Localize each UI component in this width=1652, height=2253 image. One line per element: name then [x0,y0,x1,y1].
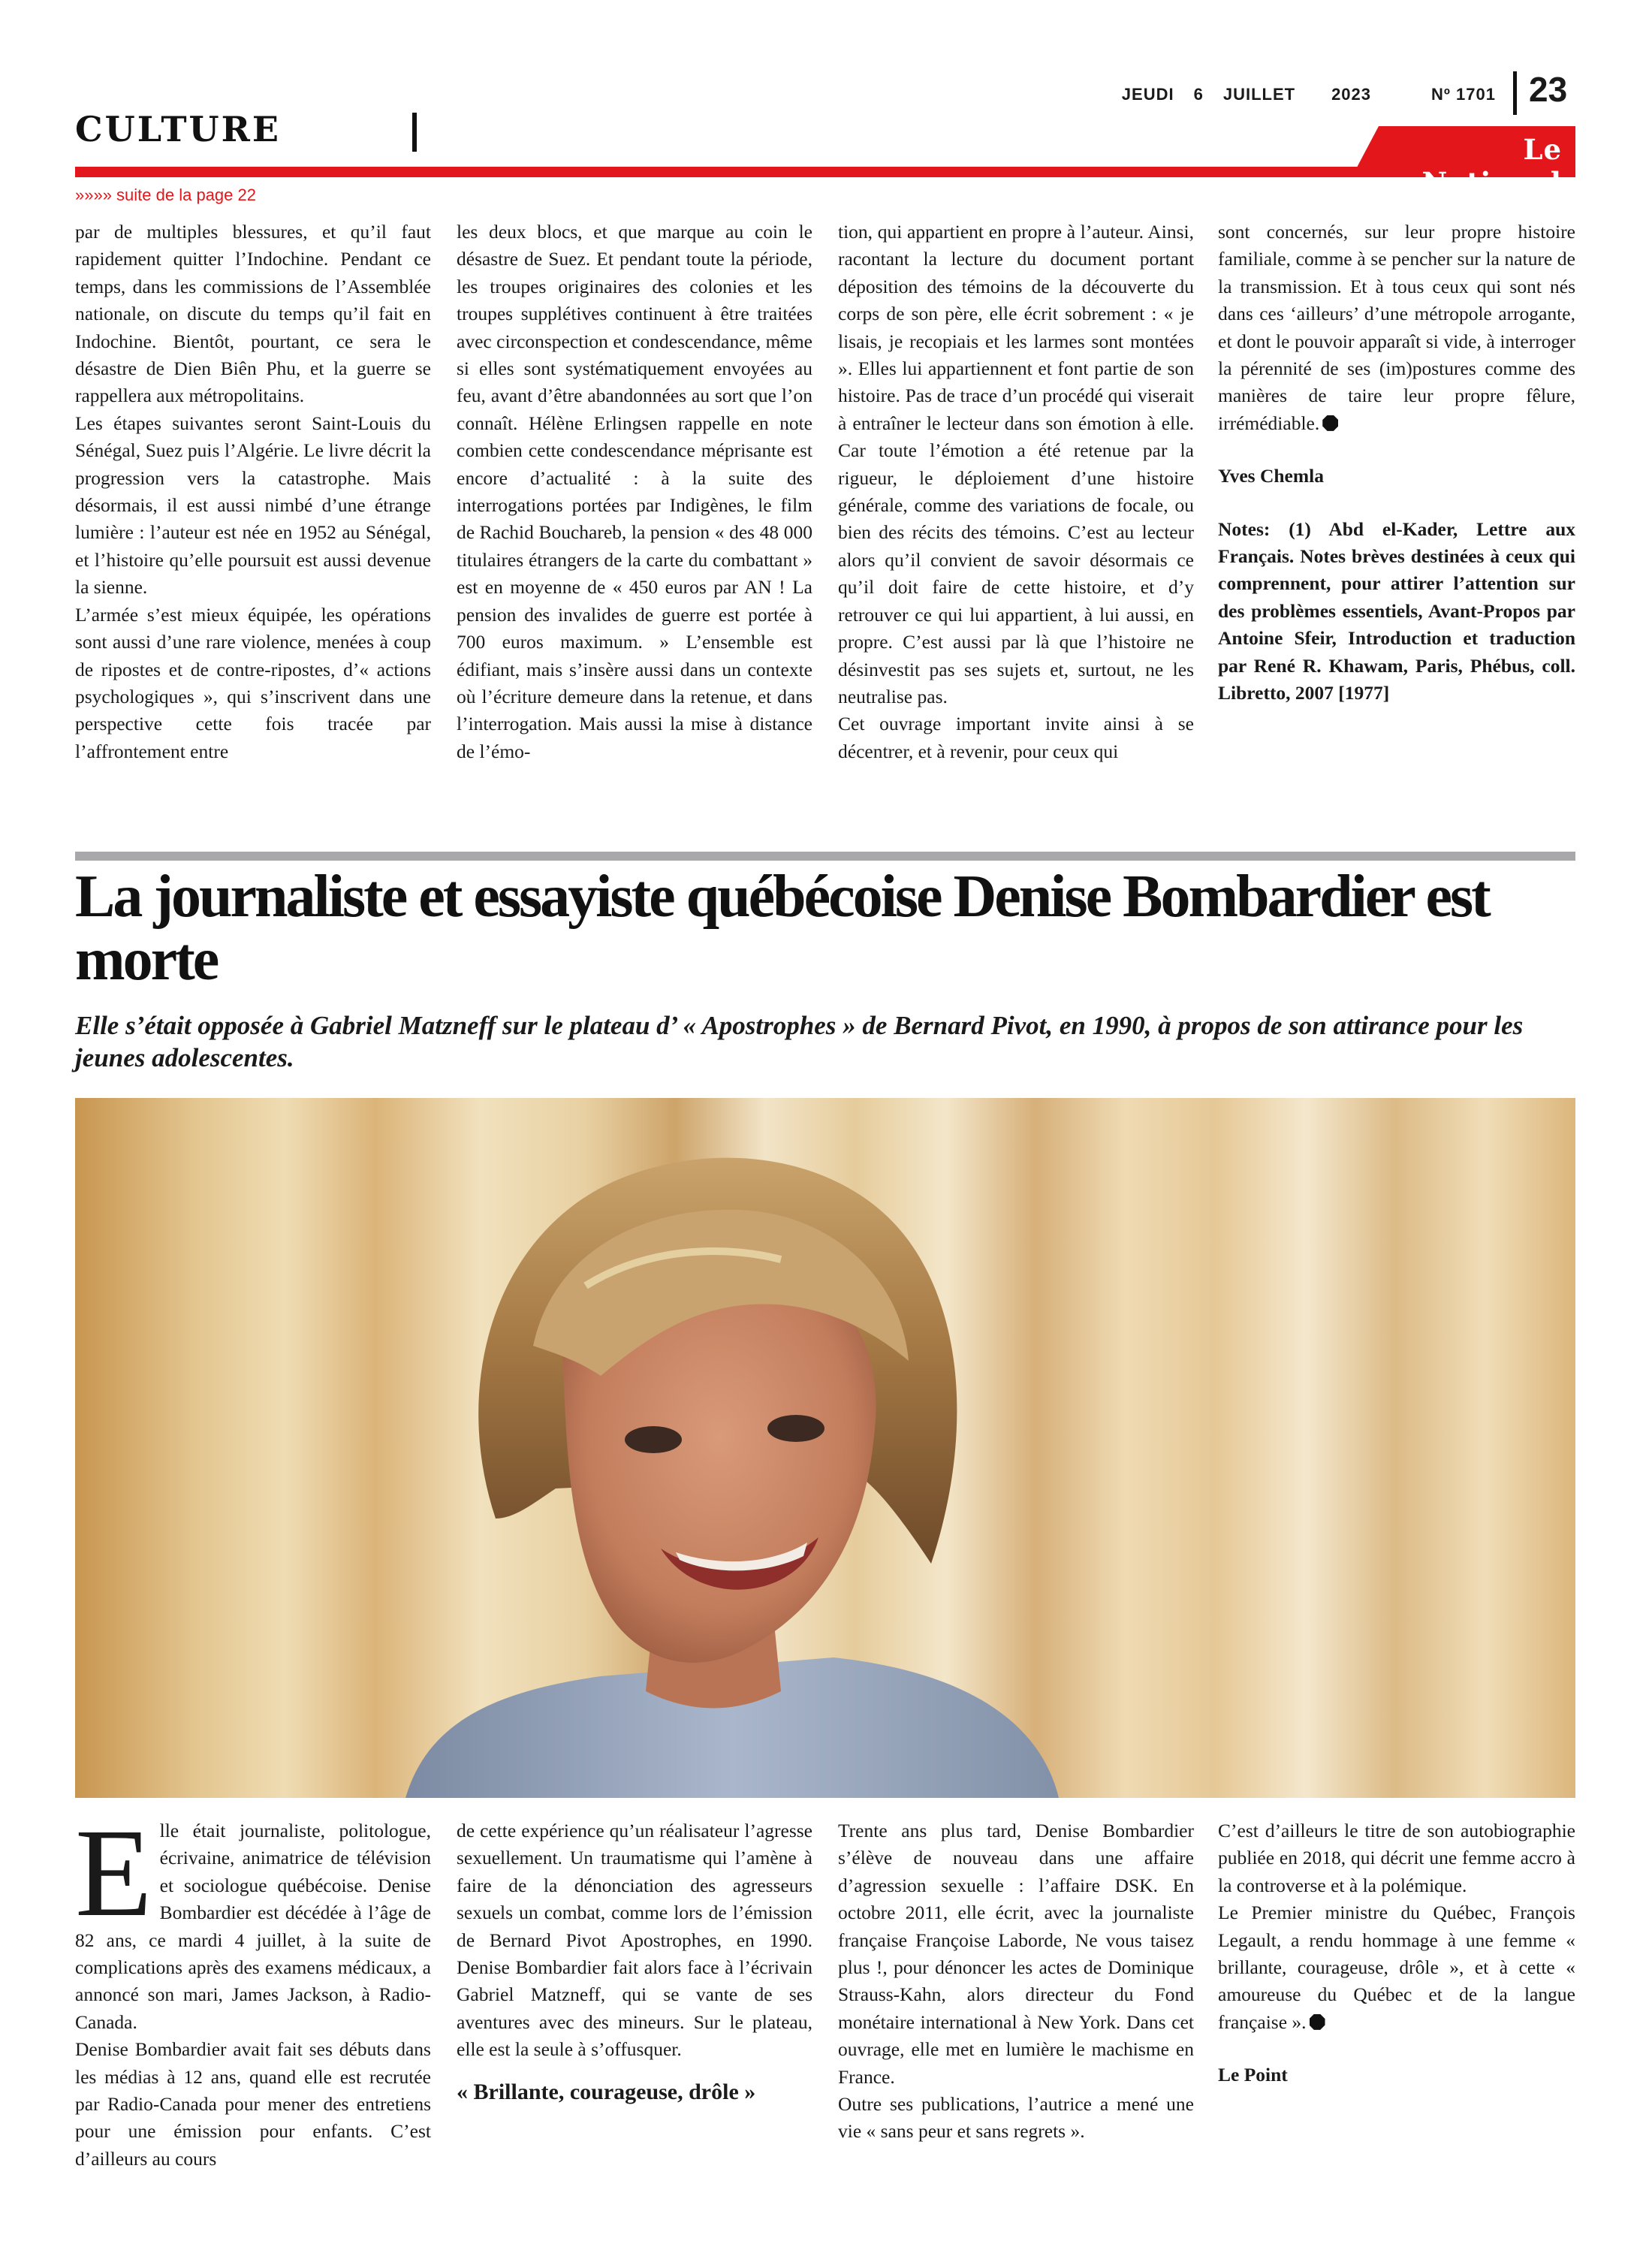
paragraph-text: lle était journaliste, politologue, écrivaine, animatrice de télévision et sociologue québécoise. Denise Bombardier est décédée à l’âge de 82 ans, ce mardi 4 juillet, à la suite de complications après des examens médicaux, a annoncé son mari, James Jackson, à Radio-Canada. [75,1820,431,2033]
paragraph: Trente ans plus tard, Denise Bombardier s’élève de nouveau dans une affaire d’agression sexuelle : l’affaire DSK. En octobre 2011, elle écrit, avec la journaliste française Françoise Laborde, Ne vous taisez plus !, pour dénoncer les actes de Dominique Strauss-Kahn, alors directeur du Fond monétaire international à New York. Dans cet ouvrage, elle met en lumière le machisme en France. [838,1820,1194,2088]
date-line [1102,85,1496,104]
section-subheading: « Brillante, courageuse, drôle » [457,2079,756,2104]
paragraph: Denise Bombardier avait fait ses débuts dans les médias à 12 ans, quand elle est recrutée par Radio-Canada pour mener des entretiens pour une émission pour enfants. C’est d’ailleurs au cours [75,2038,431,2170]
section-divider [412,113,417,152]
top-article-column-1 [75,219,431,765]
drop-cap: E [75,1803,152,1943]
end-of-article-icon [1310,2014,1325,2030]
date-day: JEUDI [1121,85,1174,104]
main-article-column-3 [838,1817,1194,2146]
newspaper-name: Le National [1421,133,1562,199]
issue-number: Nº 1701 [1431,85,1496,104]
article-author: Yves Chemla [1218,465,1324,487]
paragraph: L’armée s’est mieux équipée, les opérations sont aussi d’une rare violence, menées à coup de ripostes et de contre-ripostes, d’« actions psychologiques », qui s’inscrivent dans une perspective cette fois tracée par l’affrontement entre [75,603,431,762]
top-article-column-4 [1218,219,1575,707]
paragraph: de cette expérience qu’un réalisateur l’agresse sexuellement. Un traumatisme qui l’amène à faire de la dénonciation des agresseurs sexuels un combat, comme lors de l’émission de Bernard Pivot Apostrophes, en 1990. Denise Bombardier fait alors face à l’écrivain Gabriel Matzneff, qui se vante de ses aventures avec des mineurs. Sur le plateau, elle est la seule à s’offusquer. [457,1820,812,2061]
paragraph: C’est d’ailleurs le titre de son autobiographie publiée en 2018, qui décrit une femme accro à la controverse et à la polémique. [1218,1820,1575,1896]
paragraph [1218,1899,1575,2036]
top-article-column-2 [457,219,812,765]
main-article-column-1 [75,1803,431,2173]
article-separator [75,852,1575,861]
paragraph-text: sont concernés, sur leur propre histoire familiale, comme à se pencher sur la nature de la transmission. Et à tous ceux qui sont nés dans ces ‘ailleurs’ d’une métropole arrogante, et dont le pouvoir apparaît si vide, à interroger la pérennité de ses (im)postures comme des manières de taire leur propre fêlure, irrémédiable. [1218,221,1575,434]
paragraph: Cet ouvrage important invite ainsi à se décentrer, et à revenir, pour ceux qui [838,713,1194,762]
date-year: 2023 [1331,85,1372,104]
paragraph: par de multiples blessures, et qu’il faut rapidement quitter l’Indochine. Pendant ce temps, dans les commissions de l’Assemblée nationale, on discute du temps qu’il fait en Indochine. Bientôt, pourtant, ce sera le désastre de Dien Biên Phu, et la guerre se rappellera aux métropolitains. [75,221,431,407]
portrait-illustration [75,1098,1575,1798]
end-of-article-icon [1322,415,1338,431]
date-number: 6 [1193,85,1204,104]
portrait-photo [75,1098,1575,1798]
paragraph: Outre ses publications, l’autrice a mené une vie « sans peur et sans regrets ». [838,2093,1194,2143]
main-article-column-2 [457,1817,812,2106]
continued-from-link[interactable]: »»»» suite de la page 22 [75,185,256,204]
paragraph: les deux blocs, et que marque au coin le désastre de Suez. Et pendant toute la période, les troupes originaires des colonies et les troupes supplétives continuent à être traitées avec circonspection et condescendance, même si elles sont systématiquement envoyées au feu, avant d’être abandonnées au sort que l’on connaît. Hélène Erlingsen rappelle en note combien cette condescendance méprisante est encore d’actualité : à la suite des interrogations portées par Indigènes, le film de Rachid Bouchareb, la pension « des 48 000 titulaires étrangers de la carte du combattant » est en moyenne de « 450 euros par AN ! La pension des invalides de guerre est portée à 700 euros maximum. » L’ensemble est édifiant, mais s’insère aussi dans un contexte où l’écriture demeure dans la retenue, et dans l’interrogation. Mais aussi la mise à distance de l’émo- [457,221,812,762]
article-notes: Notes: (1) Abd el-Kader, Lettre aux Français. Notes brèves destinées à ceux qui comprennent, pour attirer l’attention sur des problèmes essentiels, Avant-Propos par Antoine Sfeir, Introduction et traduction par René R. Khawam, Paris, Phébus, coll. Libretto, 2007 [1977] [1218,517,1575,704]
paragraph-text: Le Premier ministre du Québec, François Legault, a rendu hommage à une femme « brillante, courageuse, drôle », et à cette « amoureuse du Québec et de la langue française ». [1218,1902,1575,2033]
page-number-divider [1513,71,1517,115]
paragraph: tion, qui appartient en propre à l’auteur. Ainsi, racontant la lecture du document portant déposition des témoins de la découverte du corps de son père, elle écrit sobrement : « je lisais, je recopiais et les larmes sont montées ». Elles lui appartiennent et font partie de son histoire. Pas de trace d’un procédé qui viserait à entraîner le lecteur dans son émotion à elle. Car toute l’émotion a été retenue par la rigueur, le déploiement d’une histoire générale, comme des variations de focale, ou bien des récits des témoins. C’est au lecteur alors qu’il convient de savoir désormais ce qu’il doit faire de cette histoire, et d’y retrouver ce qui lui appartient, à lui aussi, en propre. C’est aussi par là que l’histoire ne désinvestit pas ses sujets et, surtout, ne les neutralise pas. [838,221,1194,707]
headline: La journaliste et essayiste québécoise Denise Bombardier est morte [75,864,1489,993]
paragraph [1218,219,1575,437]
paragraph: Les étapes suivantes seront Saint-Louis du Sénégal, Suez puis l’Algérie. Le livre décrit la progression vers la catastrophe. Mais désormais, il est aussi nimbé d’une étrange lumière : l’auteur est née en 1952 au Sénégal, et l’histoire qu’elle poursuit est aussi devenue la sienne. [75,412,431,599]
top-article-column-3 [838,219,1194,765]
paragraph [75,1803,431,2036]
main-article-column-4 [1218,1817,1575,2089]
section-title: CULTURE [75,109,281,149]
page-number: 23 [1529,70,1568,109]
date-month: JUILLET [1222,85,1296,104]
article-source: Le Point [1218,2064,1288,2086]
header-red-rule [75,167,1575,177]
subheadline: Elle s’était opposée à Gabriel Matzneff sur le plateau d’ « Apostrophes » de Bernard Pivot, en 1990, à propos de son attirance pour les jeunes adolescentes. [75,1011,1524,1072]
